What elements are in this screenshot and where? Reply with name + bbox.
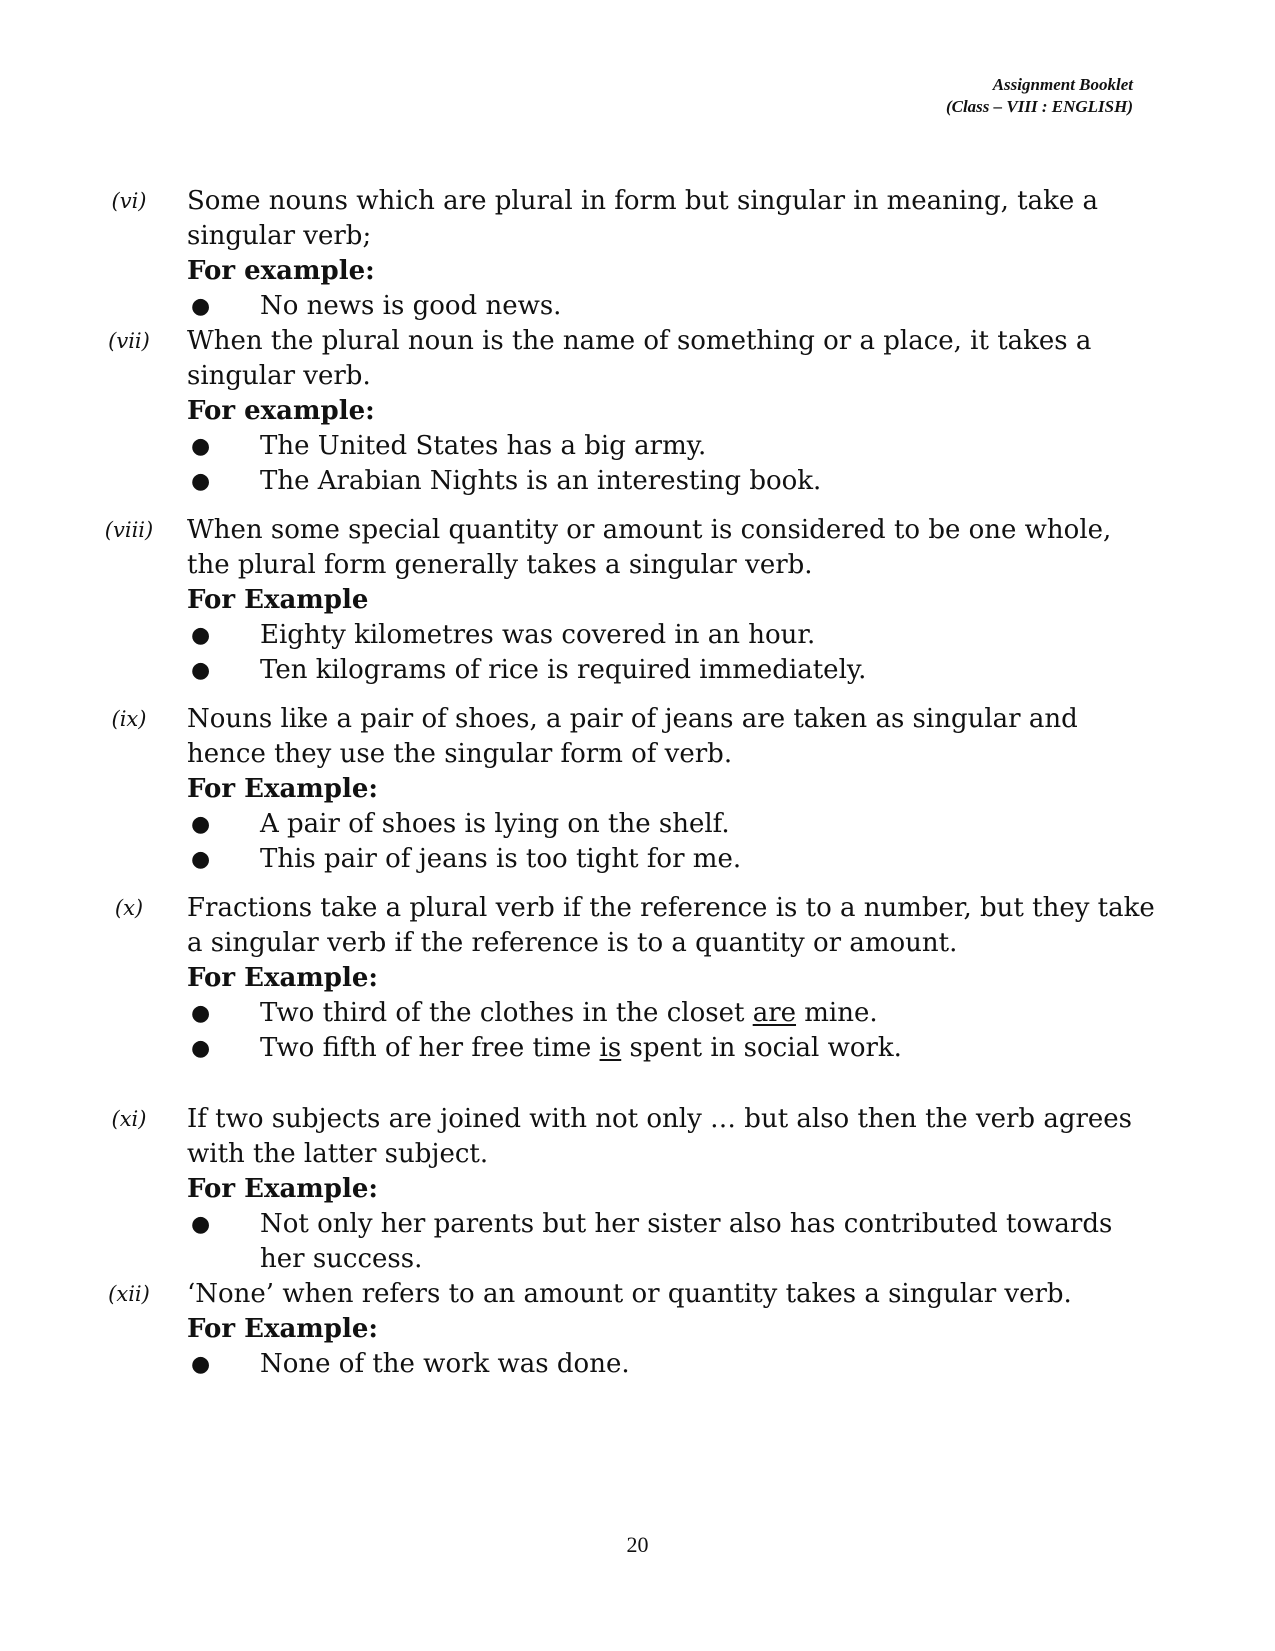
example-item: ● A pair of shoes is lying on the shelf. [187, 807, 1160, 842]
bullet-icon: ● [191, 847, 211, 872]
header-subtitle: (Class – VIII : ENGLISH) [945, 97, 1133, 116]
example-label: For Example: [187, 774, 379, 804]
example-label: For Example: [187, 1314, 379, 1344]
example-item: ● None of the work was done. [187, 1347, 1160, 1382]
rule-number: (ix) [111, 707, 147, 731]
rule-item [100, 324, 1160, 499]
bullet-icon: ● [191, 294, 211, 319]
example-label: For Example: [187, 963, 379, 993]
rule-number: (vi) [111, 189, 147, 213]
rule-text: Nouns like a pair of shoes, a pair of jeans are taken as singular and hence they use the singular form of verb. [187, 704, 1078, 769]
example-list [187, 618, 1160, 688]
rule-number: (viii) [104, 518, 154, 542]
example-item: ● The Arabian Nights is an interesting book. [187, 464, 1160, 499]
example-list [187, 996, 1160, 1066]
underlined-verb: are [752, 998, 797, 1028]
rule-number: (xii) [108, 1282, 150, 1306]
example-list [187, 429, 1160, 499]
rule-text: Some nouns which are plural in form but singular in meaning, take a singular verb; [187, 186, 1099, 251]
example-item: ● Two third of the clothes in the closet are mine. [187, 996, 1160, 1031]
rule-number: (x) [114, 896, 144, 920]
example-item: ● Eighty kilometres was covered in an hour. [187, 618, 1160, 653]
bullet-icon: ● [191, 1036, 211, 1061]
rule-item [100, 891, 1160, 1066]
example-item: ● This pair of jeans is too tight for me. [187, 842, 1160, 877]
rule-text: When some special quantity or amount is considered to be one whole, the plural form generally takes a singular verb. [187, 515, 1112, 580]
example-label: For example: [187, 256, 375, 286]
rule-item [100, 1102, 1160, 1277]
rule-text: Fractions take a plural verb if the reference is to a number, but they take a singular verb if the reference is to a quantity or amount. [187, 893, 1155, 958]
bullet-icon: ● [191, 1352, 211, 1377]
header-title: Assignment Booklet [992, 75, 1133, 94]
rule-text: ‘None’ when refers to an amount or quantity takes a singular verb. [187, 1279, 1072, 1309]
example-item: ● No news is good news. [187, 289, 1160, 324]
bullet-icon: ● [191, 1212, 211, 1237]
bullet-icon: ● [191, 434, 211, 459]
rule-number: (xi) [111, 1107, 147, 1131]
example-list [187, 807, 1160, 877]
page-number: 20 [626, 1532, 649, 1557]
rule-item [100, 513, 1160, 688]
bullet-icon: ● [191, 469, 211, 494]
page-header [946, 74, 1133, 118]
rule-item [100, 1277, 1160, 1382]
example-list [187, 289, 1160, 324]
rule-item [100, 702, 1160, 877]
example-item: ● Two fifth of her free time is spent in social work. [187, 1031, 1160, 1066]
example-label: For example: [187, 396, 375, 426]
bullet-icon: ● [191, 1001, 211, 1026]
rule-number: (vii) [108, 329, 150, 353]
rule-text: When the plural noun is the name of something or a place, it takes a singular verb. [187, 326, 1092, 391]
underlined-verb: is [599, 1033, 622, 1063]
bullet-icon: ● [191, 812, 211, 837]
rule-text: If two subjects are joined with not only … but also then the verb agrees with the latter subject. [187, 1104, 1133, 1169]
rule-item [100, 184, 1160, 324]
bullet-icon: ● [191, 658, 211, 683]
example-list [187, 1347, 1160, 1382]
example-label: For Example: [187, 1174, 379, 1204]
bullet-icon: ● [191, 623, 211, 648]
example-label: For Example [187, 585, 369, 615]
example-item: ● Not only her parents but her sister also has contributed towards her success. [191, 1209, 1113, 1274]
example-list [187, 1207, 1160, 1277]
rules-list [100, 184, 1160, 1382]
example-item: ● Ten kilograms of rice is required immediately. [187, 653, 1160, 688]
example-item: ● The United States has a big army. [187, 429, 1160, 464]
